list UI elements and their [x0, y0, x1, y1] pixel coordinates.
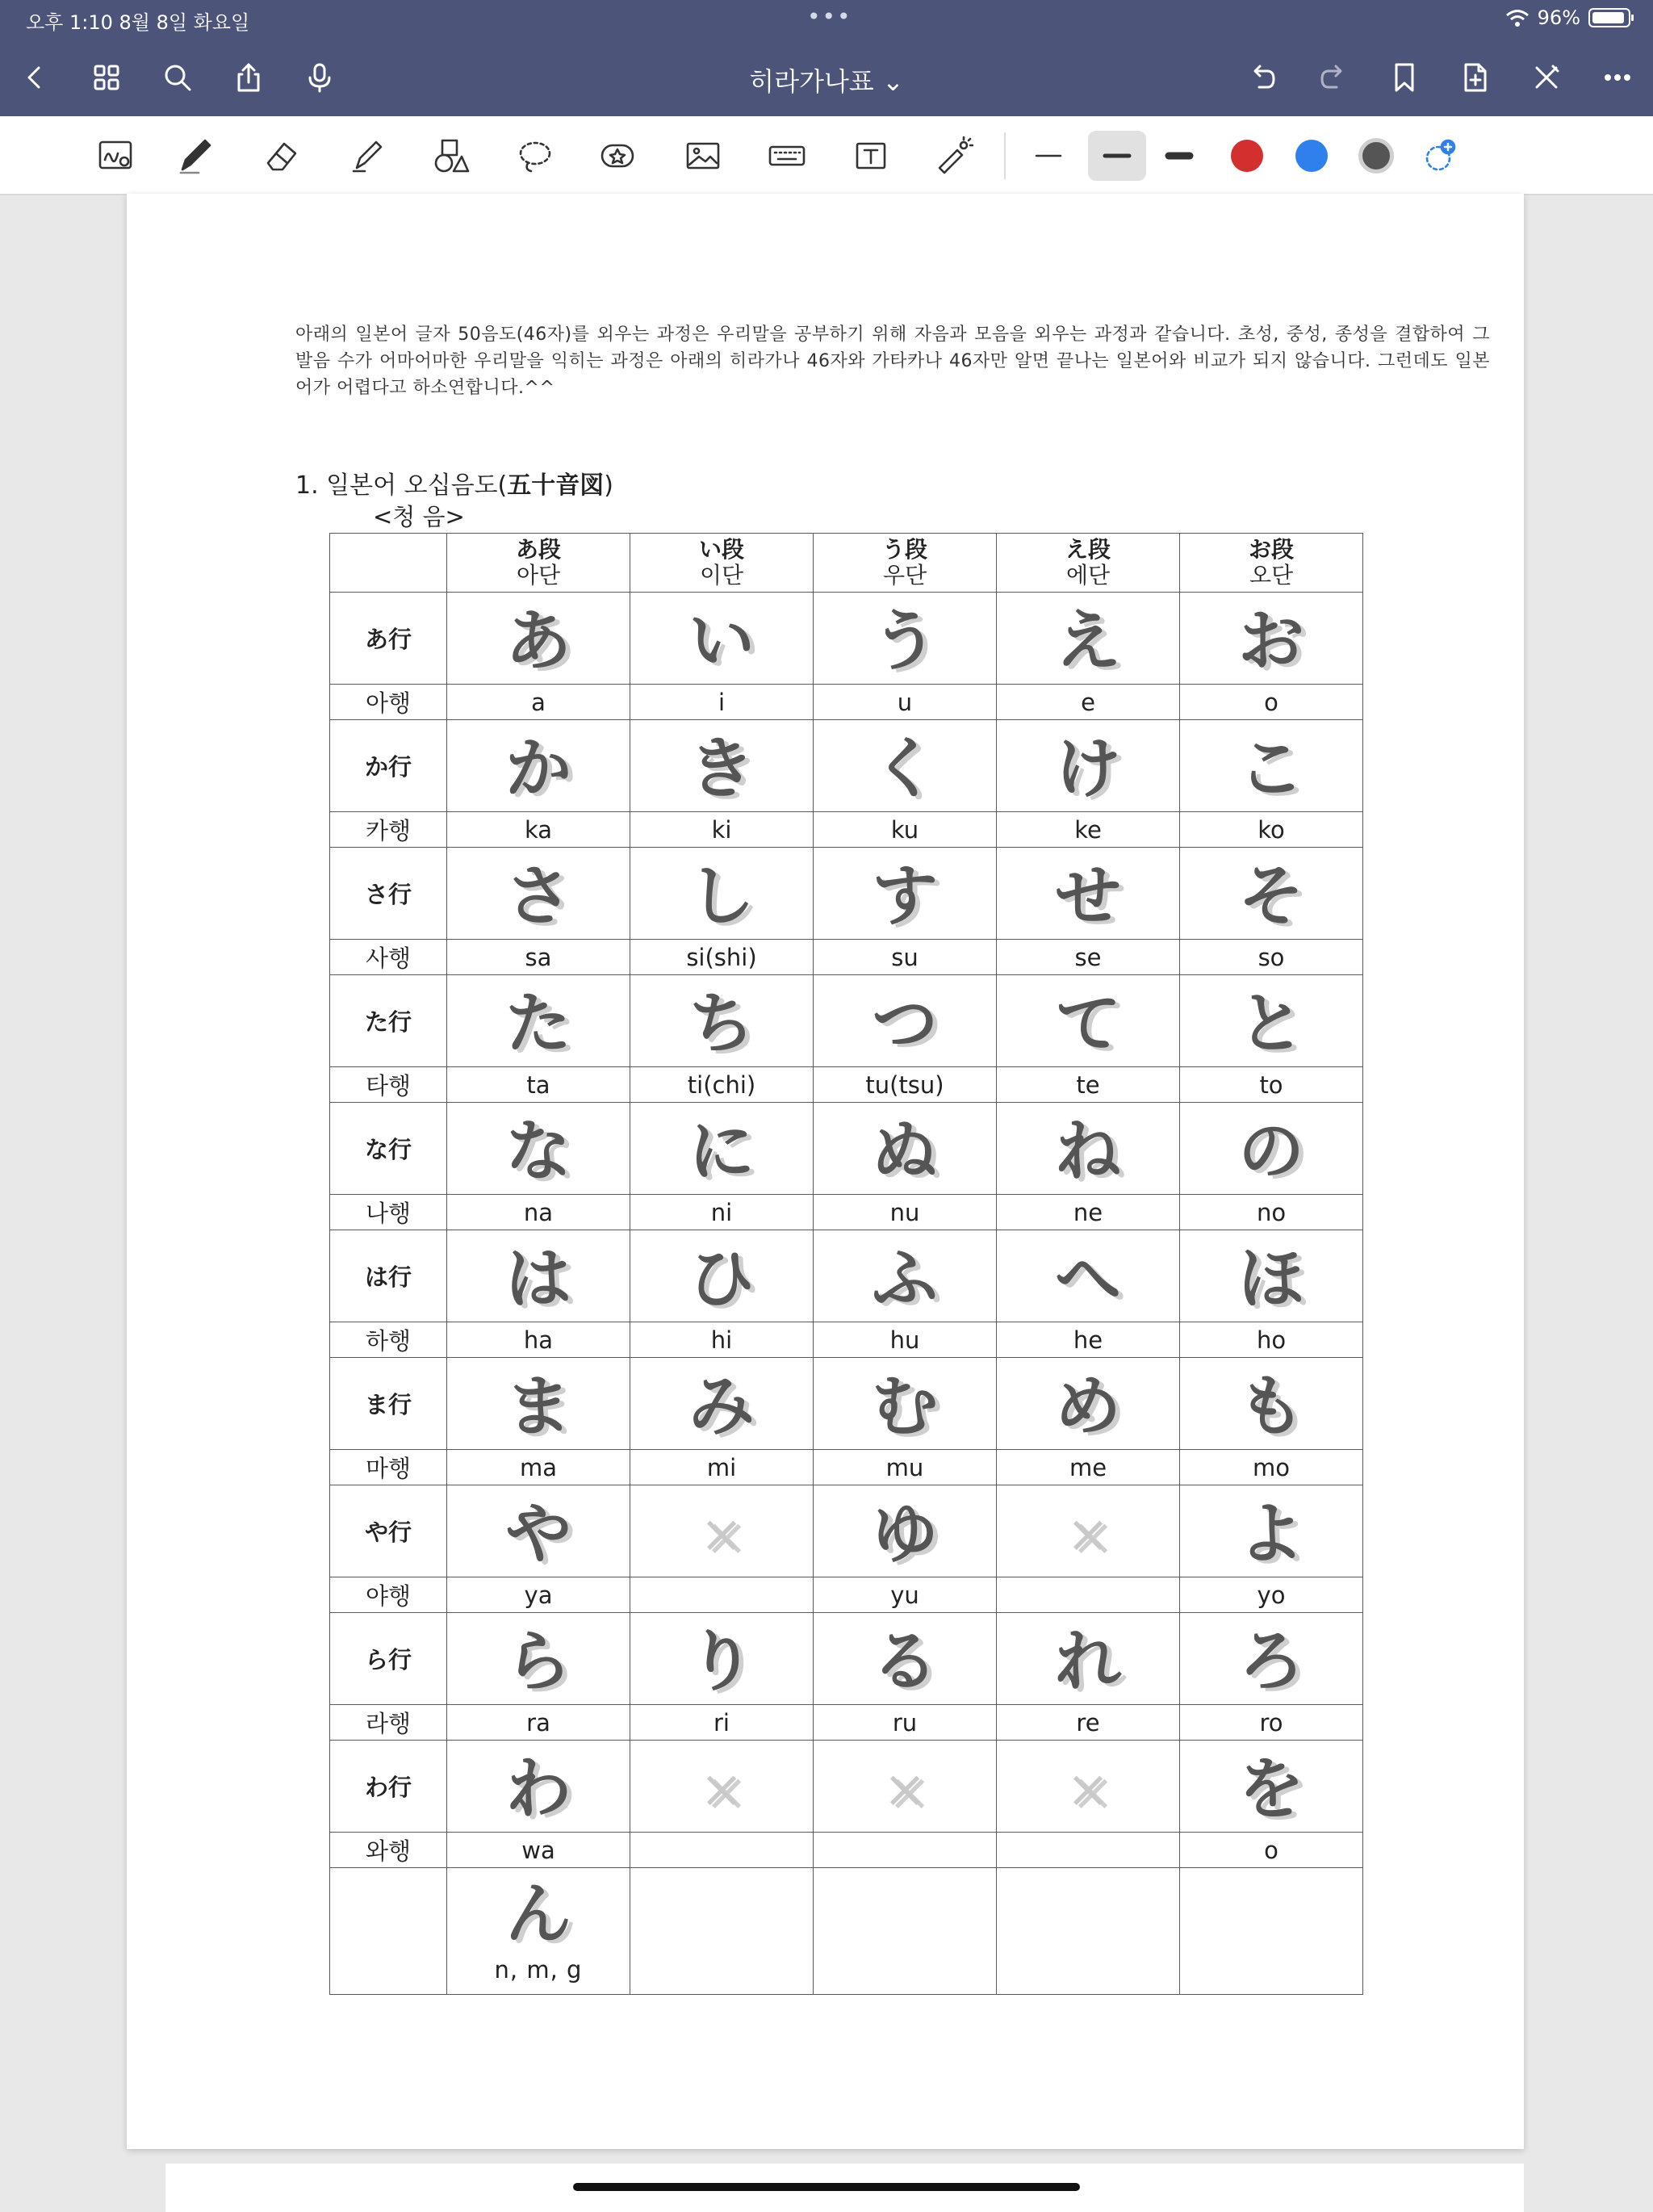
- romaji-cell: ni: [630, 1195, 814, 1230]
- sticker-icon[interactable]: [592, 131, 642, 181]
- kana-glyph: あ: [504, 602, 571, 680]
- kana-cell: [814, 975, 997, 1067]
- wifi-icon: [1505, 8, 1530, 27]
- kana-glyph: こ: [1237, 730, 1304, 807]
- kana-row: [330, 1741, 1363, 1833]
- add-color-icon[interactable]: [1414, 131, 1464, 181]
- romaji-cell: ku: [814, 812, 997, 848]
- kana-glyph: を: [1237, 1750, 1304, 1828]
- kana-glyph: ゆ: [871, 1495, 938, 1573]
- kana-glyph: き: [688, 730, 755, 807]
- kana-cell: [814, 1103, 997, 1195]
- gray-color-swatch[interactable]: [1351, 131, 1401, 181]
- romaji-cell: tu(tsu): [814, 1067, 997, 1103]
- column-header-1: [630, 534, 814, 593]
- kana-glyph: ろ: [1237, 1623, 1304, 1700]
- corner-cell: [330, 534, 447, 593]
- romaji-cell: no: [1180, 1195, 1363, 1230]
- n-cell: [447, 1868, 630, 1995]
- kana-glyph: ×: [883, 1759, 927, 1820]
- kana-glyph: は: [504, 1240, 571, 1318]
- row-label-kr: 야행: [330, 1577, 447, 1613]
- kana-glyph: ち: [688, 985, 755, 1062]
- add-page-icon[interactable]: [1453, 55, 1498, 100]
- kana-glyph: り: [688, 1623, 755, 1700]
- kana-glyph: わ: [504, 1750, 571, 1828]
- romaji-cell: nu: [814, 1195, 997, 1230]
- column-header-4: [1180, 534, 1363, 593]
- redo-icon[interactable]: [1311, 55, 1356, 100]
- romaji-cell: so: [1180, 940, 1363, 975]
- romaji-cell: mo: [1180, 1450, 1363, 1485]
- kana-glyph: ×: [1066, 1504, 1110, 1565]
- kana-glyph: と: [1237, 985, 1304, 1062]
- romaji-cell: [814, 1833, 997, 1868]
- romaji-cell: ra: [447, 1705, 630, 1741]
- lasso-icon[interactable]: [510, 131, 560, 181]
- kana-cell: [447, 1741, 630, 1833]
- romaji-cell: ma: [447, 1450, 630, 1485]
- kana-cell: [814, 1485, 997, 1577]
- kana-row: [330, 848, 1363, 940]
- kana-glyph: れ: [1054, 1623, 1121, 1700]
- handwriting-zoom-icon[interactable]: [90, 131, 140, 181]
- kana-glyph: る: [871, 1623, 938, 1700]
- thin-stroke-icon[interactable]: [1023, 131, 1073, 181]
- row-label-kr: 타행: [330, 1067, 447, 1103]
- kana-glyph: の: [1237, 1112, 1304, 1190]
- kana-glyph: も: [1237, 1368, 1304, 1445]
- row-label-jp: ら行: [330, 1613, 447, 1705]
- kana-row: [330, 720, 1363, 812]
- kana-cell: [814, 1741, 997, 1833]
- kana-cell: [1180, 1741, 1363, 1833]
- kana-glyph: に: [688, 1112, 755, 1190]
- document-page[interactable]: [127, 194, 1524, 2149]
- kana-cell: [630, 1230, 814, 1322]
- kana-cell: [997, 1358, 1180, 1450]
- kana-glyph: す: [871, 857, 938, 935]
- romaji-cell: mi: [630, 1450, 814, 1485]
- row-label-jp: ま行: [330, 1358, 447, 1450]
- kana-cell: [814, 1358, 997, 1450]
- kana-cell: [1180, 1358, 1363, 1450]
- romaji-cell: hi: [630, 1322, 814, 1358]
- column-header-jp: お段: [1248, 536, 1294, 563]
- kana-glyph: な: [504, 1112, 571, 1190]
- kana-cell: [447, 1358, 630, 1450]
- kana-glyph: め: [1054, 1368, 1121, 1445]
- kana-cell: [997, 720, 1180, 812]
- column-header-0: [447, 534, 630, 593]
- romaji-row: [330, 1705, 1363, 1741]
- romaji-cell: e: [997, 685, 1180, 720]
- kana-glyph: ん: [504, 1876, 571, 1953]
- kana-cell: [630, 593, 814, 685]
- romaji-row: [330, 940, 1363, 975]
- romaji-cell: to: [1180, 1067, 1363, 1103]
- romaji-row: [330, 1067, 1363, 1103]
- row-label-jp: た行: [330, 975, 447, 1067]
- romaji-cell: ne: [997, 1195, 1180, 1230]
- romaji-cell: o: [1180, 685, 1363, 720]
- kana-cell: [1180, 1613, 1363, 1705]
- romaji-row: [330, 1195, 1363, 1230]
- more-icon[interactable]: [1595, 55, 1640, 100]
- kana-cell: [447, 848, 630, 940]
- romaji-cell: re: [997, 1705, 1180, 1741]
- kana-glyph: ね: [1054, 1112, 1121, 1190]
- section-subheading: <청 음>: [373, 503, 465, 530]
- kana-row: [330, 975, 1363, 1067]
- n-romaji: n, m, g: [494, 1956, 583, 1984]
- kana-glyph: み: [688, 1368, 755, 1445]
- document-title[interactable]: 히라가나표 ⌄: [749, 66, 904, 97]
- column-header-jp: あ段: [515, 536, 561, 563]
- kana-glyph: か: [504, 730, 571, 807]
- kana-cell: [814, 1613, 997, 1705]
- romaji-cell: me: [997, 1450, 1180, 1485]
- kana-cell: [630, 1103, 814, 1195]
- kana-cell: [1180, 1485, 1363, 1577]
- kana-cell: [630, 1485, 814, 1577]
- kana-cell: [1180, 1103, 1363, 1195]
- kana-cell: [1180, 975, 1363, 1067]
- kana-cell: [997, 593, 1180, 685]
- kana-glyph: ま: [504, 1368, 571, 1445]
- row-label-jp: か行: [330, 720, 447, 812]
- romaji-cell: ri: [630, 1705, 814, 1741]
- kana-glyph: つ: [871, 985, 938, 1062]
- romaji-cell: hu: [814, 1322, 997, 1358]
- romaji-cell: o: [1180, 1833, 1363, 1868]
- column-header-jp: う段: [881, 536, 927, 563]
- romaji-row: [330, 1450, 1363, 1485]
- kana-glyph: し: [688, 857, 755, 935]
- kana-glyph: ×: [1066, 1759, 1110, 1820]
- column-header-2: [814, 534, 997, 593]
- romaji-cell: si(shi): [630, 940, 814, 975]
- kana-glyph: け: [1054, 730, 1121, 807]
- kana-cell: [447, 593, 630, 685]
- romaji-cell: mu: [814, 1450, 997, 1485]
- column-header-kr: 에단: [1065, 562, 1111, 589]
- status-time-date: 오후 1:10 8월 8일 화요일: [26, 11, 250, 34]
- row-label-jp: あ行: [330, 593, 447, 685]
- heading-bold: 五十音図: [507, 471, 605, 500]
- romaji-cell: i: [630, 685, 814, 720]
- kana-glyph: む: [871, 1368, 938, 1445]
- kana-cell: [630, 975, 814, 1067]
- blue-color-swatch[interactable]: [1287, 131, 1337, 181]
- row-label-kr: 사행: [330, 940, 447, 975]
- hiragana-table-body: [330, 534, 1363, 1995]
- romaji-cell: ke: [997, 812, 1180, 848]
- romaji-cell: [997, 1833, 1180, 1868]
- kana-cell: [814, 848, 997, 940]
- hiragana-table: [329, 533, 1363, 1995]
- bookmark-icon[interactable]: [1382, 55, 1427, 100]
- row-label-kr: 카행: [330, 812, 447, 848]
- toolbar-separator: [1004, 132, 1006, 179]
- romaji-row: [330, 1322, 1363, 1358]
- row-label-jp: や行: [330, 1485, 447, 1577]
- eraser-icon[interactable]: [257, 131, 307, 181]
- romaji-cell: wa: [447, 1833, 630, 1868]
- kana-cell: [997, 1485, 1180, 1577]
- pen-icon[interactable]: [169, 131, 220, 181]
- kana-cell: [1180, 848, 1363, 940]
- kana-cell: [630, 1741, 814, 1833]
- romaji-cell: ha: [447, 1322, 630, 1358]
- kana-glyph: く: [871, 730, 938, 807]
- kana-cell: [997, 1741, 1180, 1833]
- kana-cell: [447, 720, 630, 812]
- laser-pointer-icon[interactable]: [928, 131, 978, 181]
- kana-cell: [447, 1613, 630, 1705]
- kana-glyph: た: [504, 985, 571, 1062]
- row-label-kr: 하행: [330, 1322, 447, 1358]
- romaji-row: [330, 1833, 1363, 1868]
- empty-cell: [1180, 1868, 1363, 1995]
- row-label-jp: さ行: [330, 848, 447, 940]
- image-icon[interactable]: [678, 131, 728, 181]
- kana-cell: [447, 975, 630, 1067]
- n-row-label: [330, 1868, 447, 1995]
- kana-glyph: ぬ: [871, 1112, 938, 1190]
- gray-color-dot: [1358, 138, 1394, 174]
- kana-cell: [814, 1230, 997, 1322]
- kana-cell: [630, 848, 814, 940]
- keyboard-icon[interactable]: [762, 131, 812, 181]
- medium-stroke-icon[interactable]: [1088, 131, 1146, 181]
- romaji-cell: te: [997, 1067, 1180, 1103]
- kana-glyph: さ: [504, 857, 571, 935]
- kana-glyph: せ: [1054, 857, 1121, 935]
- kana-cell: [997, 1103, 1180, 1195]
- red-color-dot: [1231, 140, 1263, 172]
- kana-cell: [447, 1103, 630, 1195]
- kana-row: [330, 593, 1363, 685]
- row-label-jp: わ行: [330, 1741, 447, 1833]
- romaji-cell: ti(chi): [630, 1067, 814, 1103]
- blue-color-dot: [1295, 140, 1328, 172]
- empty-cell: [814, 1868, 997, 1995]
- kana-row: [330, 1230, 1363, 1322]
- row-label-jp: な行: [330, 1103, 447, 1195]
- row-label-kr: 아행: [330, 685, 447, 720]
- romaji-cell: su: [814, 940, 997, 975]
- romaji-cell: ko: [1180, 812, 1363, 848]
- section-heading: [295, 465, 613, 501]
- heading-prefix: 1. 일본어 오십음도(: [295, 471, 508, 500]
- column-header-jp: い段: [698, 536, 744, 563]
- shapes-icon[interactable]: [426, 131, 476, 181]
- kana-cell: [630, 720, 814, 812]
- kana-cell: [447, 1230, 630, 1322]
- kana-cell: [997, 975, 1180, 1067]
- kana-glyph: ほ: [1237, 1240, 1304, 1318]
- romaji-cell: yo: [1180, 1577, 1363, 1613]
- kana-glyph: ひ: [688, 1240, 755, 1318]
- kana-glyph: う: [871, 602, 938, 680]
- close-pen-mode-icon[interactable]: [1524, 55, 1569, 100]
- romaji-cell: ru: [814, 1705, 997, 1741]
- romaji-cell: ki: [630, 812, 814, 848]
- battery-icon: [1588, 8, 1630, 27]
- romaji-cell: ya: [447, 1577, 630, 1613]
- romaji-cell: he: [997, 1322, 1180, 1358]
- kana-glyph: ×: [700, 1759, 743, 1820]
- column-header-kr: 아단: [516, 562, 561, 589]
- kana-cell: [1180, 1230, 1363, 1322]
- romaji-cell: u: [814, 685, 997, 720]
- undo-icon[interactable]: [1240, 55, 1285, 100]
- row-label-kr: 라행: [330, 1705, 447, 1741]
- home-indicator[interactable]: [573, 2183, 1080, 2191]
- kana-cell: [814, 720, 997, 812]
- kana-cell: [997, 848, 1180, 940]
- romaji-cell: ka: [447, 812, 630, 848]
- romaji-row: [330, 1577, 1363, 1613]
- kana-cell: [630, 1358, 814, 1450]
- romaji-row: [330, 685, 1363, 720]
- kana-glyph: ふ: [871, 1240, 938, 1318]
- column-header-row: [330, 534, 1363, 593]
- n-row: [330, 1868, 1363, 1995]
- text-box-icon[interactable]: [846, 131, 896, 181]
- highlighter-icon[interactable]: [342, 131, 392, 181]
- kana-cell: [1180, 720, 1363, 812]
- kana-glyph: て: [1054, 985, 1121, 1062]
- battery-percent: 96%: [1537, 6, 1580, 29]
- column-header-3: [997, 534, 1180, 593]
- status-bar: [0, 0, 1653, 40]
- column-header-kr: 이단: [699, 562, 744, 589]
- kana-row: [330, 1613, 1363, 1705]
- status-right: [1505, 6, 1630, 29]
- romaji-cell: ro: [1180, 1705, 1363, 1741]
- red-color-swatch[interactable]: [1222, 131, 1272, 181]
- kana-cell: [814, 593, 997, 685]
- kana-row: [330, 1103, 1363, 1195]
- kana-glyph: そ: [1237, 857, 1304, 935]
- row-label-kr: 마행: [330, 1450, 447, 1485]
- romaji-cell: [630, 1577, 814, 1613]
- row-label-jp: は行: [330, 1230, 447, 1322]
- row-label-kr: 와행: [330, 1833, 447, 1868]
- empty-cell: [630, 1868, 814, 1995]
- kana-cell: [997, 1613, 1180, 1705]
- kana-row: [330, 1485, 1363, 1577]
- column-header-kr: 오단: [1249, 562, 1294, 589]
- romaji-row: [330, 812, 1363, 848]
- row-label-kr: 나행: [330, 1195, 447, 1230]
- thick-stroke-icon[interactable]: [1154, 131, 1204, 181]
- column-header-jp: え段: [1065, 536, 1111, 563]
- kana-cell: [1180, 593, 1363, 685]
- romaji-cell: yu: [814, 1577, 997, 1613]
- romaji-cell: sa: [447, 940, 630, 975]
- kana-glyph: お: [1237, 602, 1304, 680]
- kana-glyph: へ: [1054, 1240, 1121, 1318]
- intro-paragraph: 아래의 일본어 글자 50음도(46자)를 외우는 과정은 우리말을 공부하기 위해 자음과 모음을 외우는 과정과 같습니다. 초성, 중성, 종성을 결합하여 그 발음 수가 어마어마한 우리말을 익히는 과정은 아래의 히라가나 46자와 가타카나 46자만 알면 끝나는 일본어와 비교가 되지 않습니다. 그런데도 일본어가 어렵다고 하소연합니다.^^: [295, 325, 1490, 398]
- kana-cell: [447, 1485, 630, 1577]
- kana-glyph: い: [688, 602, 755, 680]
- kana-cell: [997, 1230, 1180, 1322]
- heading-suffix: ): [604, 471, 613, 500]
- empty-cell: [997, 1868, 1180, 1995]
- romaji-cell: na: [447, 1195, 630, 1230]
- romaji-cell: ta: [447, 1067, 630, 1103]
- romaji-cell: ho: [1180, 1322, 1363, 1358]
- romaji-cell: a: [447, 685, 630, 720]
- pen-toolbar: [0, 116, 1653, 195]
- kana-glyph: ら: [504, 1623, 571, 1700]
- romaji-cell: [997, 1577, 1180, 1613]
- kana-glyph: え: [1054, 602, 1121, 680]
- romaji-cell: se: [997, 940, 1180, 975]
- kana-glyph: ×: [700, 1504, 743, 1565]
- multitasking-dots[interactable]: •••: [807, 3, 852, 30]
- kana-glyph: よ: [1237, 1495, 1304, 1573]
- kana-cell: [630, 1613, 814, 1705]
- kana-glyph: や: [504, 1495, 571, 1573]
- column-header-kr: 우단: [882, 562, 927, 589]
- document-nav-bar: [0, 40, 1653, 116]
- romaji-cell: [630, 1833, 814, 1868]
- kana-row: [330, 1358, 1363, 1450]
